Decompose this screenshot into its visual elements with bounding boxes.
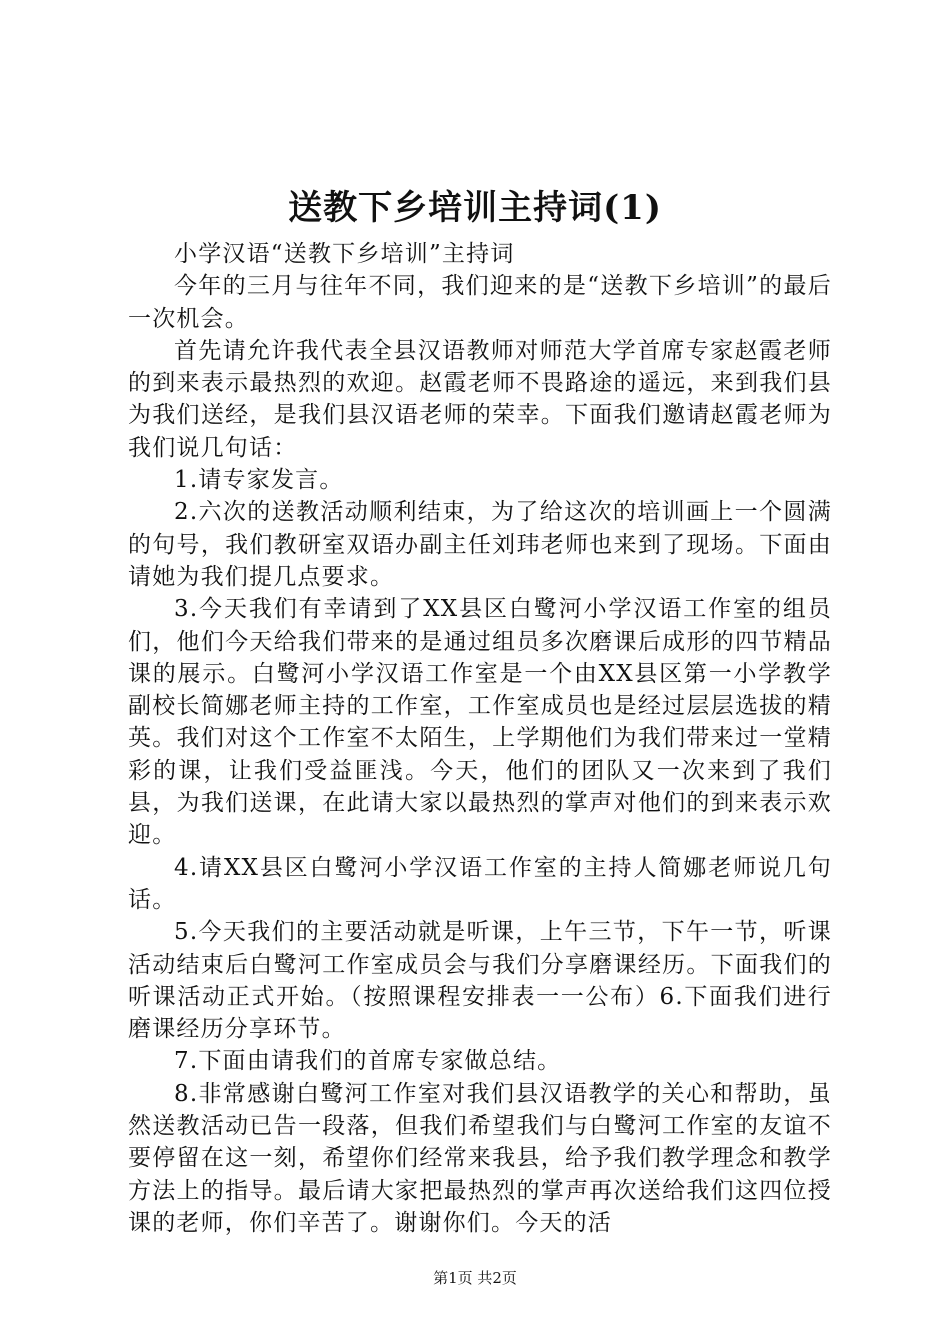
paragraph-item-2: 2.六次的送教活动顺利结束，为了给这次的培训画上一个圆满的句号，我们教研室双语办副主任刘玮老师也来到了现场。下面由请她为我们提几点要求。 <box>128 499 832 590</box>
paragraph-heading: 小学汉语“送教下乡培训”主持词 <box>174 241 515 267</box>
paragraph-item-1: 1.请专家发言。 <box>174 467 344 494</box>
paragraph-intro: 今年的三月与往年不同，我们迎来的是“送教下乡培训”的最后一次机会。 <box>128 273 832 332</box>
paragraph-welcome: 首先请允许我代表全县汉语教师对师范大学首席专家赵霞老师的到来表示最热烈的欢迎。赵霞老师不畏路途的遥远，来到我们县为我们送经，是我们县汉语老师的荣幸。下面我们邀请赵霞老师为我们说几句话： <box>128 337 832 461</box>
paragraph-item-5: 5.今天我们的主要活动就是听课，上午三节，下午一节，听课活动结束后白鹭河工作室成员会与我们分享磨课经历。下面我们的听课活动正式开始。（按照课程安排表一一公布）6.下面我们进行磨课经历分享环节。 <box>128 919 832 1043</box>
paragraph-item-3: 3.今天我们有幸请到了XX县区白鹭河小学汉语工作室的组员们，他们今天给我们带来的是通过组员多次磨课后成形的四节精品课的展示。白鹭河小学汉语工作室是一个由XX县区第一小学教学副校长简娜老师主持的工作室，工作室成员也是经过层层选拔的精英。我们对这个工作室不太陌生，上学期他们为我们带来过一堂精彩的课，让我们受益匪浅。今天，他们的团队又一次来到了我们县，为我们送课，在此请大家以最热烈的掌声对他们的到来表示欢迎。 <box>128 596 832 849</box>
paragraph-item-8: 8.非常感谢白鹭河工作室对我们县汉语教学的关心和帮助，虽然送教活动已告一段落，但我们希望我们与白鹭河工作室的友谊不要停留在这一刻，希望你们经常来我县，给予我们教学理念和教学方法上的指导。最后请大家把最热烈的掌声再次送给我们这四位授课的老师，你们辛苦了。谢谢你们。今天的活 <box>128 1080 832 1236</box>
document-title: 送教下乡培训主持词(1) <box>288 188 662 228</box>
paragraph-item-7: 7.下面由请我们的首席专家做总结。 <box>174 1048 562 1075</box>
page-footer: 第1页 共2页 <box>433 1269 517 1287</box>
document-body <box>128 238 832 1239</box>
paragraph-item-4: 4.请XX县区白鹭河小学汉语工作室的主持人简娜老师说几句话。 <box>128 854 832 913</box>
